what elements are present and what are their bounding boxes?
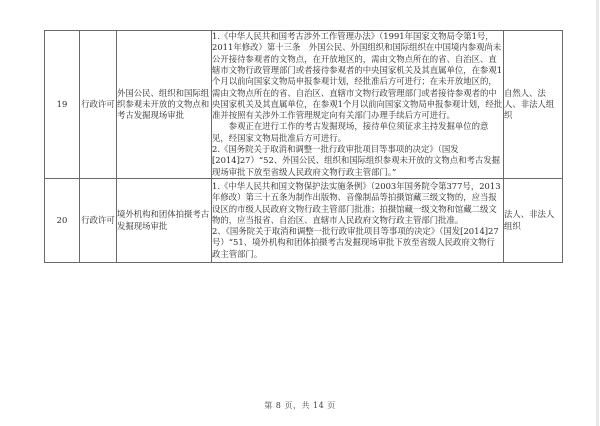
legal-basis-paragraph: 2、《国务院关于取消和调整一批行政审批项目等事项的决定》（国发[2014]27号）“51、境外机构和团体拍摄考古发掘现场审批下放至省级人民政府文物行政主管部门。 [212, 226, 499, 259]
item-name: 境外机构和团体拍摄考古发掘现场审批 [117, 179, 212, 263]
item-name: 外国公民、组织和国际组织参观未开放的文物点和考古发掘现场审批 [117, 31, 212, 179]
page-number-footer: 第 8 页，共 14 页 [264, 401, 336, 410]
row-number: 19 [45, 31, 80, 179]
applicable-subject: 法人、非法人组织 [504, 179, 563, 263]
permission-type: 行政许可 [80, 31, 117, 179]
table-row [45, 31, 563, 179]
administrative-permission-table [44, 30, 563, 263]
applicable-subject: 自然人、法人、非法人组织 [504, 31, 563, 179]
legal-basis-paragraph: 1.《中华人民共和国文物保护法实施条例》（2003年国务院令第377号，2013年修改）第三十五条为制作出版物、音像制品等拍摄馆藏三级文物的，应当报设区的市级人民政府文物行政主管部门批准；拍摄馆藏一级文物和馆藏二级文物的，应当报省、自治区、直辖市人民政府文物行政主管部门批准。 [212, 180, 501, 225]
table-row [45, 179, 563, 263]
legal-basis-paragraph: 2.《国务院关于取消和调整一批行政审批项目等事项的决定》（国发[2014]27）“52、外国公民、组织和国际组织参观未开放的文物点和考古发掘现场审批下放至省级人民政府文物行政主管部门。” [212, 144, 500, 177]
legal-basis-paragraph: 参观正在进行工作的考古发掘现场，接待单位须征求主持发掘单位的意见，经国家文物局批准后方可进行。 [212, 121, 489, 143]
row-number: 20 [45, 179, 80, 263]
legal-basis-paragraph: 1.《中华人民共和国考古涉外工作管理办法》（1991年国家文物局令第1号，2011年修改）第十三条 外国公民、外国组织和国际组织在中国境内参观尚未公开接待参观者的文物点，在开放地区的，需由文物点所在的省、自治区、直辖市文物行政管理部门或者接待参观者的中央国家机关及其直属单位，在参观1个月以前向国家文物局申报参观计划，经批准后方可进行；在未开放地区的，需由文物点所在的省、自治区、直辖市文物行政管理部门或者接待参观者的中央国家机关及其直属单位，在参观1个月以前向国家文物局申报参观计划，经批准并按照有关涉外工作管理规定向有关部门办理手续后方可进行。 [212, 31, 503, 121]
permission-type: 行政许可 [80, 179, 117, 263]
legal-basis [212, 179, 504, 263]
page-edge-divider [596, 0, 599, 426]
legal-basis [212, 31, 504, 179]
